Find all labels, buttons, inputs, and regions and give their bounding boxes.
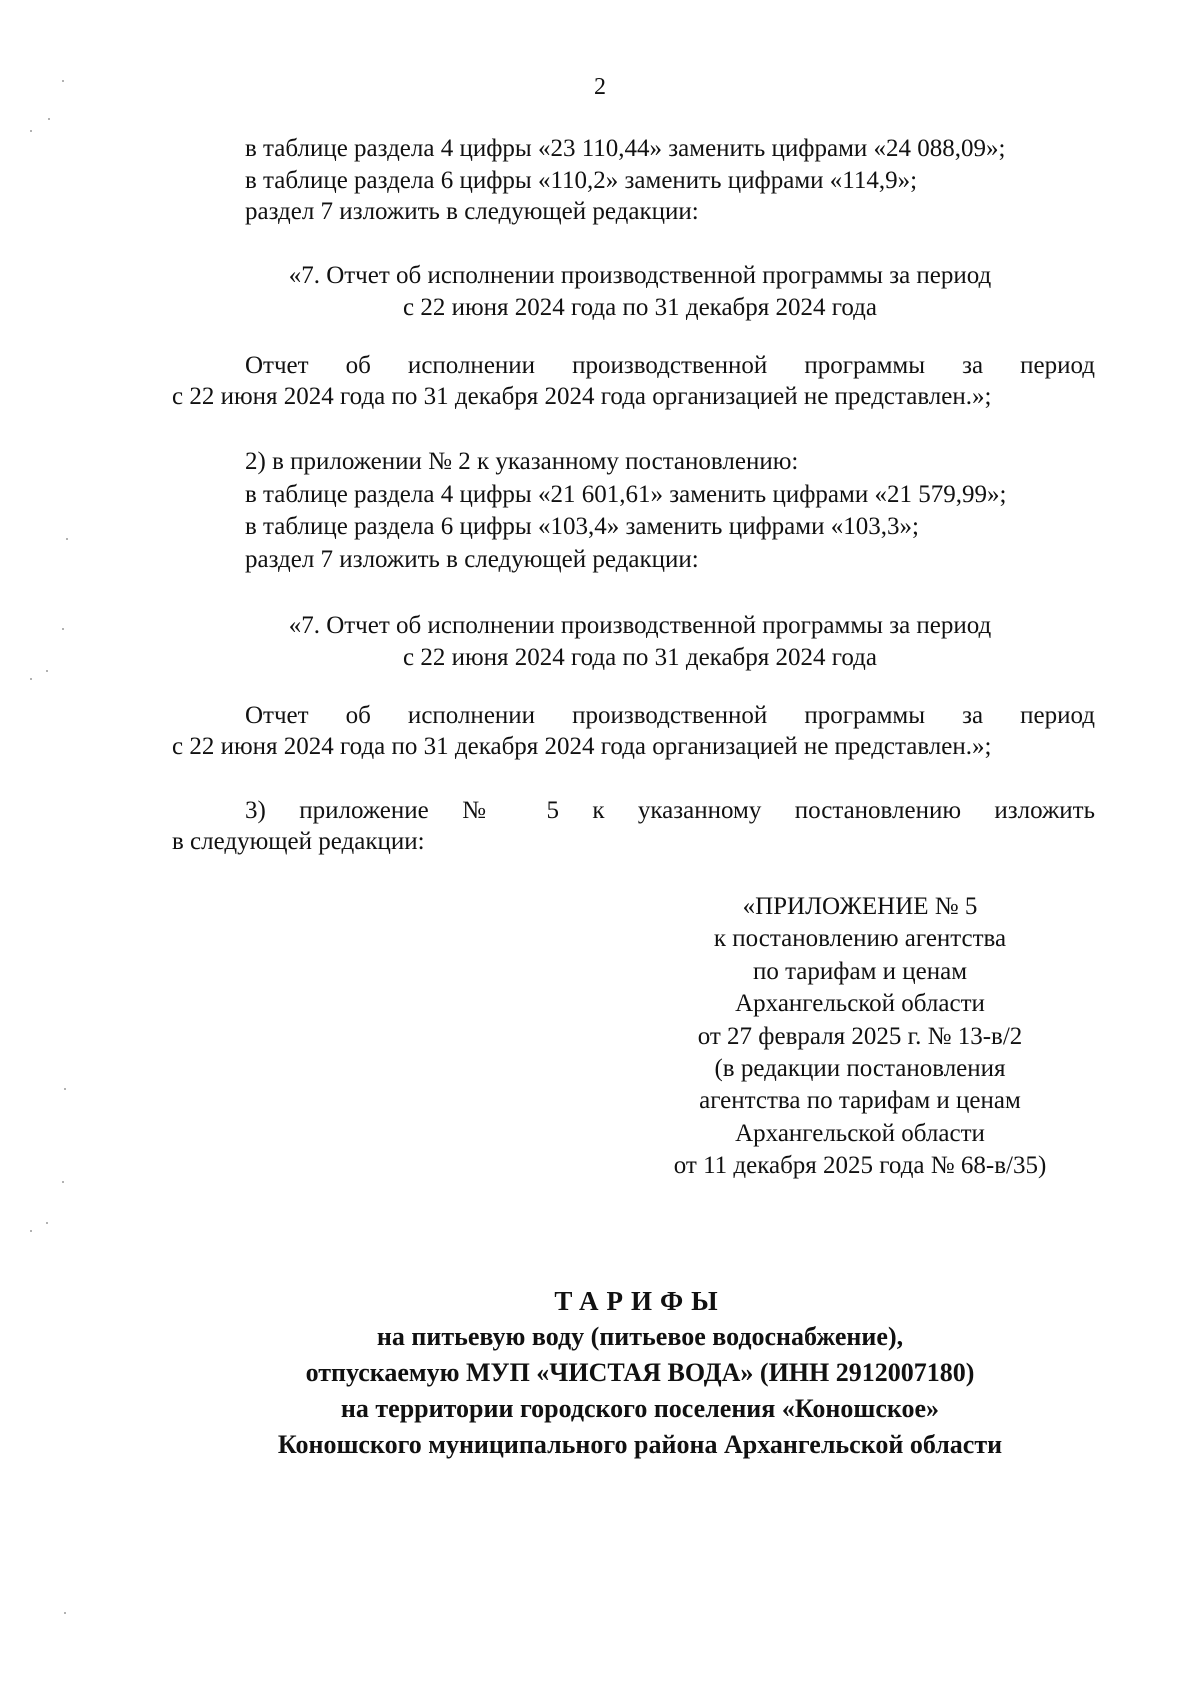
tariffs-line-1: на питьевую воду (питьевое водоснабжение), (376, 1322, 904, 1351)
appendix-line-4: Архангельской области (735, 990, 985, 1018)
appendix-header-block (640, 891, 1080, 1183)
para2-line-4: раздел 7 изложить в следующей редакции: (245, 546, 699, 573)
scan-speck (64, 1612, 66, 1614)
page-number: 2 (594, 74, 606, 100)
section7-b-body (172, 700, 1095, 762)
appendix-line-7: агентства по тарифам и ценам (699, 1087, 1021, 1115)
scan-speck (62, 80, 64, 82)
scan-speck (46, 670, 48, 672)
appendix-line-9: от 11 декабря 2025 года № 68-в/35) (673, 1152, 1047, 1180)
scan-speck (64, 1088, 66, 1090)
para3-block (172, 795, 1095, 857)
tariffs-title-block (0, 1283, 1200, 1463)
section7-a-body-line-1: Отчет об исполнении производственной программы за период (245, 352, 1095, 379)
para1-line-1: в таблице раздела 4 цифры «23 110,44» заменить цифрами «24 088,09»; (245, 135, 1006, 162)
scan-speck (30, 1230, 32, 1232)
scan-speck (66, 538, 68, 540)
section7-b-heading-line-1: «7. Отчет об исполнении производственной программы за период (288, 612, 992, 639)
para2-line-2: в таблице раздела 4 цифры «21 601,61» заменить цифрами «21 579,99»; (245, 481, 1007, 508)
scan-speck (48, 118, 50, 120)
scan-speck (30, 678, 32, 680)
appendix-line-8: Архангельской области (735, 1119, 985, 1147)
para3-line-2: в следующей редакции: (172, 828, 425, 855)
section7-a-heading-line-2: с 22 июня 2024 года по 31 декабря 2024 года (402, 294, 877, 321)
para2-line-1: 2) в приложении № 2 к указанному постановлению: (245, 448, 799, 475)
para2-line-3: в таблице раздела 6 цифры «103,4» заменить цифрами «103,3»; (245, 513, 919, 540)
scan-speck (62, 628, 64, 630)
appendix-line-3: по тарифам и ценам (752, 957, 968, 985)
para3-line-1: 3) приложение № 5 к указанному постановлению изложить (245, 797, 1095, 824)
scan-speck (46, 1222, 48, 1224)
para1-line-3: раздел 7 изложить в следующей редакции: (245, 198, 699, 225)
tariffs-line-3: на территории городского поселения «Коношское» (340, 1394, 940, 1423)
section7-a-body-line-2: с 22 июня 2024 года по 31 декабря 2024 года организацией не представлен.»; (172, 383, 992, 410)
section7-b-body-line-1: Отчет об исполнении производственной программы за период (245, 702, 1095, 729)
section7-a-heading-line-1: «7. Отчет об исполнении производственной программы за период (288, 262, 992, 289)
appendix-line-1: «ПРИЛОЖЕНИЕ № 5 (742, 893, 978, 920)
section7-b-heading-line-2: с 22 июня 2024 года по 31 декабря 2024 года (402, 644, 877, 671)
appendix-line-2: к постановлению агентства (713, 925, 1007, 953)
scan-speck (62, 1181, 64, 1183)
tariffs-heading: ТАРИФЫ (554, 1286, 726, 1316)
section7-b-body-line-2: с 22 июня 2024 года по 31 декабря 2024 года организацией не представлен.»; (172, 733, 992, 760)
appendix-line-6: (в редакции постановления (714, 1055, 1006, 1083)
section7-a-body (172, 350, 1095, 412)
para1-line-2: в таблице раздела 6 цифры «110,2» заменить цифрами «114,9»; (245, 167, 918, 194)
tariffs-line-4: Коношского муниципального района Архангельской области (277, 1430, 1003, 1459)
tariffs-line-2: отпускаемую МУП «ЧИСТАЯ ВОДА» (ИНН 2912007180) (305, 1358, 975, 1387)
scan-speck (30, 130, 32, 132)
appendix-line-5: от 27 февраля 2025 г. № 13-в/2 (697, 1022, 1023, 1050)
